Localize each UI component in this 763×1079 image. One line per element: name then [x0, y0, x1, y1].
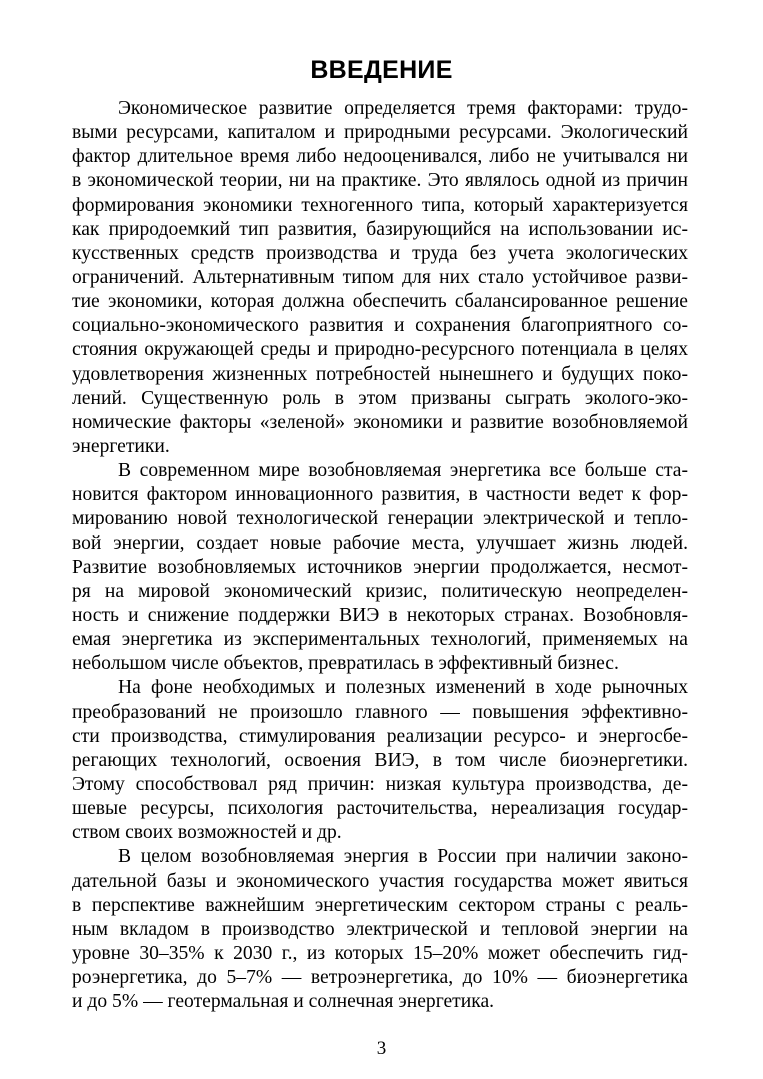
text-line: лений. Существенную роль в этом призваны сыграть эколого-эко- [72, 387, 688, 409]
text-line: выми ресурсами, капиталом и природными ресурсами. Экологический [72, 122, 688, 144]
text-line: ограничений. Альтернативным типом для них стало устойчивое разви- [72, 266, 688, 288]
text-line: В целом возобновляемая энергия в России при наличии законо- [118, 846, 688, 868]
text-line: тие экономики, которая должна обеспечить сбалансированное решение [72, 291, 688, 313]
text-line: шевые ресурсы, психология расточительства, нереализация государ- [72, 798, 688, 820]
text-line: преобразований не произошло главного — повышения эффективно- [72, 701, 688, 723]
text-line: сти производства, стимулирования реализации ресурсо- и энергосбе- [72, 725, 688, 747]
text-line: В современном мире возобновляемая энергетика все больше ста- [118, 460, 688, 482]
page-title: ВВЕДЕНИЕ [310, 56, 453, 84]
text-line: ность и снижение поддержки ВИЭ в некоторых странах. Возобновля- [72, 604, 688, 626]
text-line: Этому способствовал ряд причин: низкая культура производства, де- [72, 773, 688, 795]
text-line: в перспективе важнейшим энергетическим сектором страны с реаль- [72, 894, 688, 916]
paragraph-2 [72, 459, 688, 676]
text-line: стояния окружающей среды и природно-ресурсного потенциала в целях [72, 339, 688, 361]
text-line: как природоемкий тип развития, базирующийся на использовании ис- [72, 218, 688, 240]
text-line: ря на мировой экономический кризис, политическую неопределен- [72, 580, 688, 602]
text-line: фактор длительное время либо недооценивался, либо не учитывался ни [72, 146, 688, 168]
text-line: дательной базы и экономического участия государства может явиться [72, 870, 688, 892]
text-line: ным вкладом в производство электрической и тепловой энергии на [72, 918, 688, 940]
text-line: кусственных средств производства и труда без учета экологических [72, 242, 688, 264]
text-line: новится фактором инновационного развития, в частности ведет к фор- [72, 484, 688, 506]
text-line: энергетики. [72, 435, 170, 457]
text-line: формирования экономики техногенного типа, который характеризуется [72, 194, 688, 216]
text-line: Экономическое развитие определяется тремя факторами: трудо- [118, 98, 688, 119]
text-line: удовлетворения жизненных потребностей нынешнего и будущих поко- [72, 363, 688, 385]
text-line: емая энергетика из экспериментальных технологий, применяемых на [72, 629, 688, 651]
text-line: роэнергетика, до 5–7% — ветроэнергетика, до 10% — биоэнергетика [72, 967, 688, 989]
document-body [72, 97, 688, 1014]
text-line: небольшом числе объектов, превратилась в эффективный бизнес. [72, 653, 619, 675]
text-line: ством своих возможностей и др. [72, 822, 342, 844]
paragraph-4 [72, 845, 688, 1014]
text-line: Развитие возобновляемых источников энергии продолжается, несмот- [72, 556, 688, 578]
text-line: номические факторы «зеленой» экономики и развитие возобновляемой [72, 411, 688, 433]
text-line: в экономической теории, ни на практике. Это являлось одной из причин [72, 170, 688, 192]
text-line: регающих технологий, освоения ВИЭ, в том числе биоэнергетики. [72, 749, 688, 771]
page-number: 3 [376, 1038, 387, 1059]
text-line: и до 5% — геотермальная и солнечная энергетика. [72, 991, 495, 1013]
text-line: уровне 30–35% к 2030 г., из которых 15–20% может обеспечить гид- [72, 942, 688, 964]
text-line: мированию новой технологической генерации электрической и тепло- [72, 508, 688, 530]
text-line: На фоне необходимых и полезных изменений в ходе рыночных [118, 677, 688, 699]
paragraph-1 [72, 97, 688, 459]
paragraph-3 [72, 676, 688, 845]
text-line: вой энергии, создает новые рабочие места, улучшает жизнь людей. [72, 532, 688, 554]
text-line: социально-экономического развития и сохранения благоприятного со- [72, 315, 688, 337]
